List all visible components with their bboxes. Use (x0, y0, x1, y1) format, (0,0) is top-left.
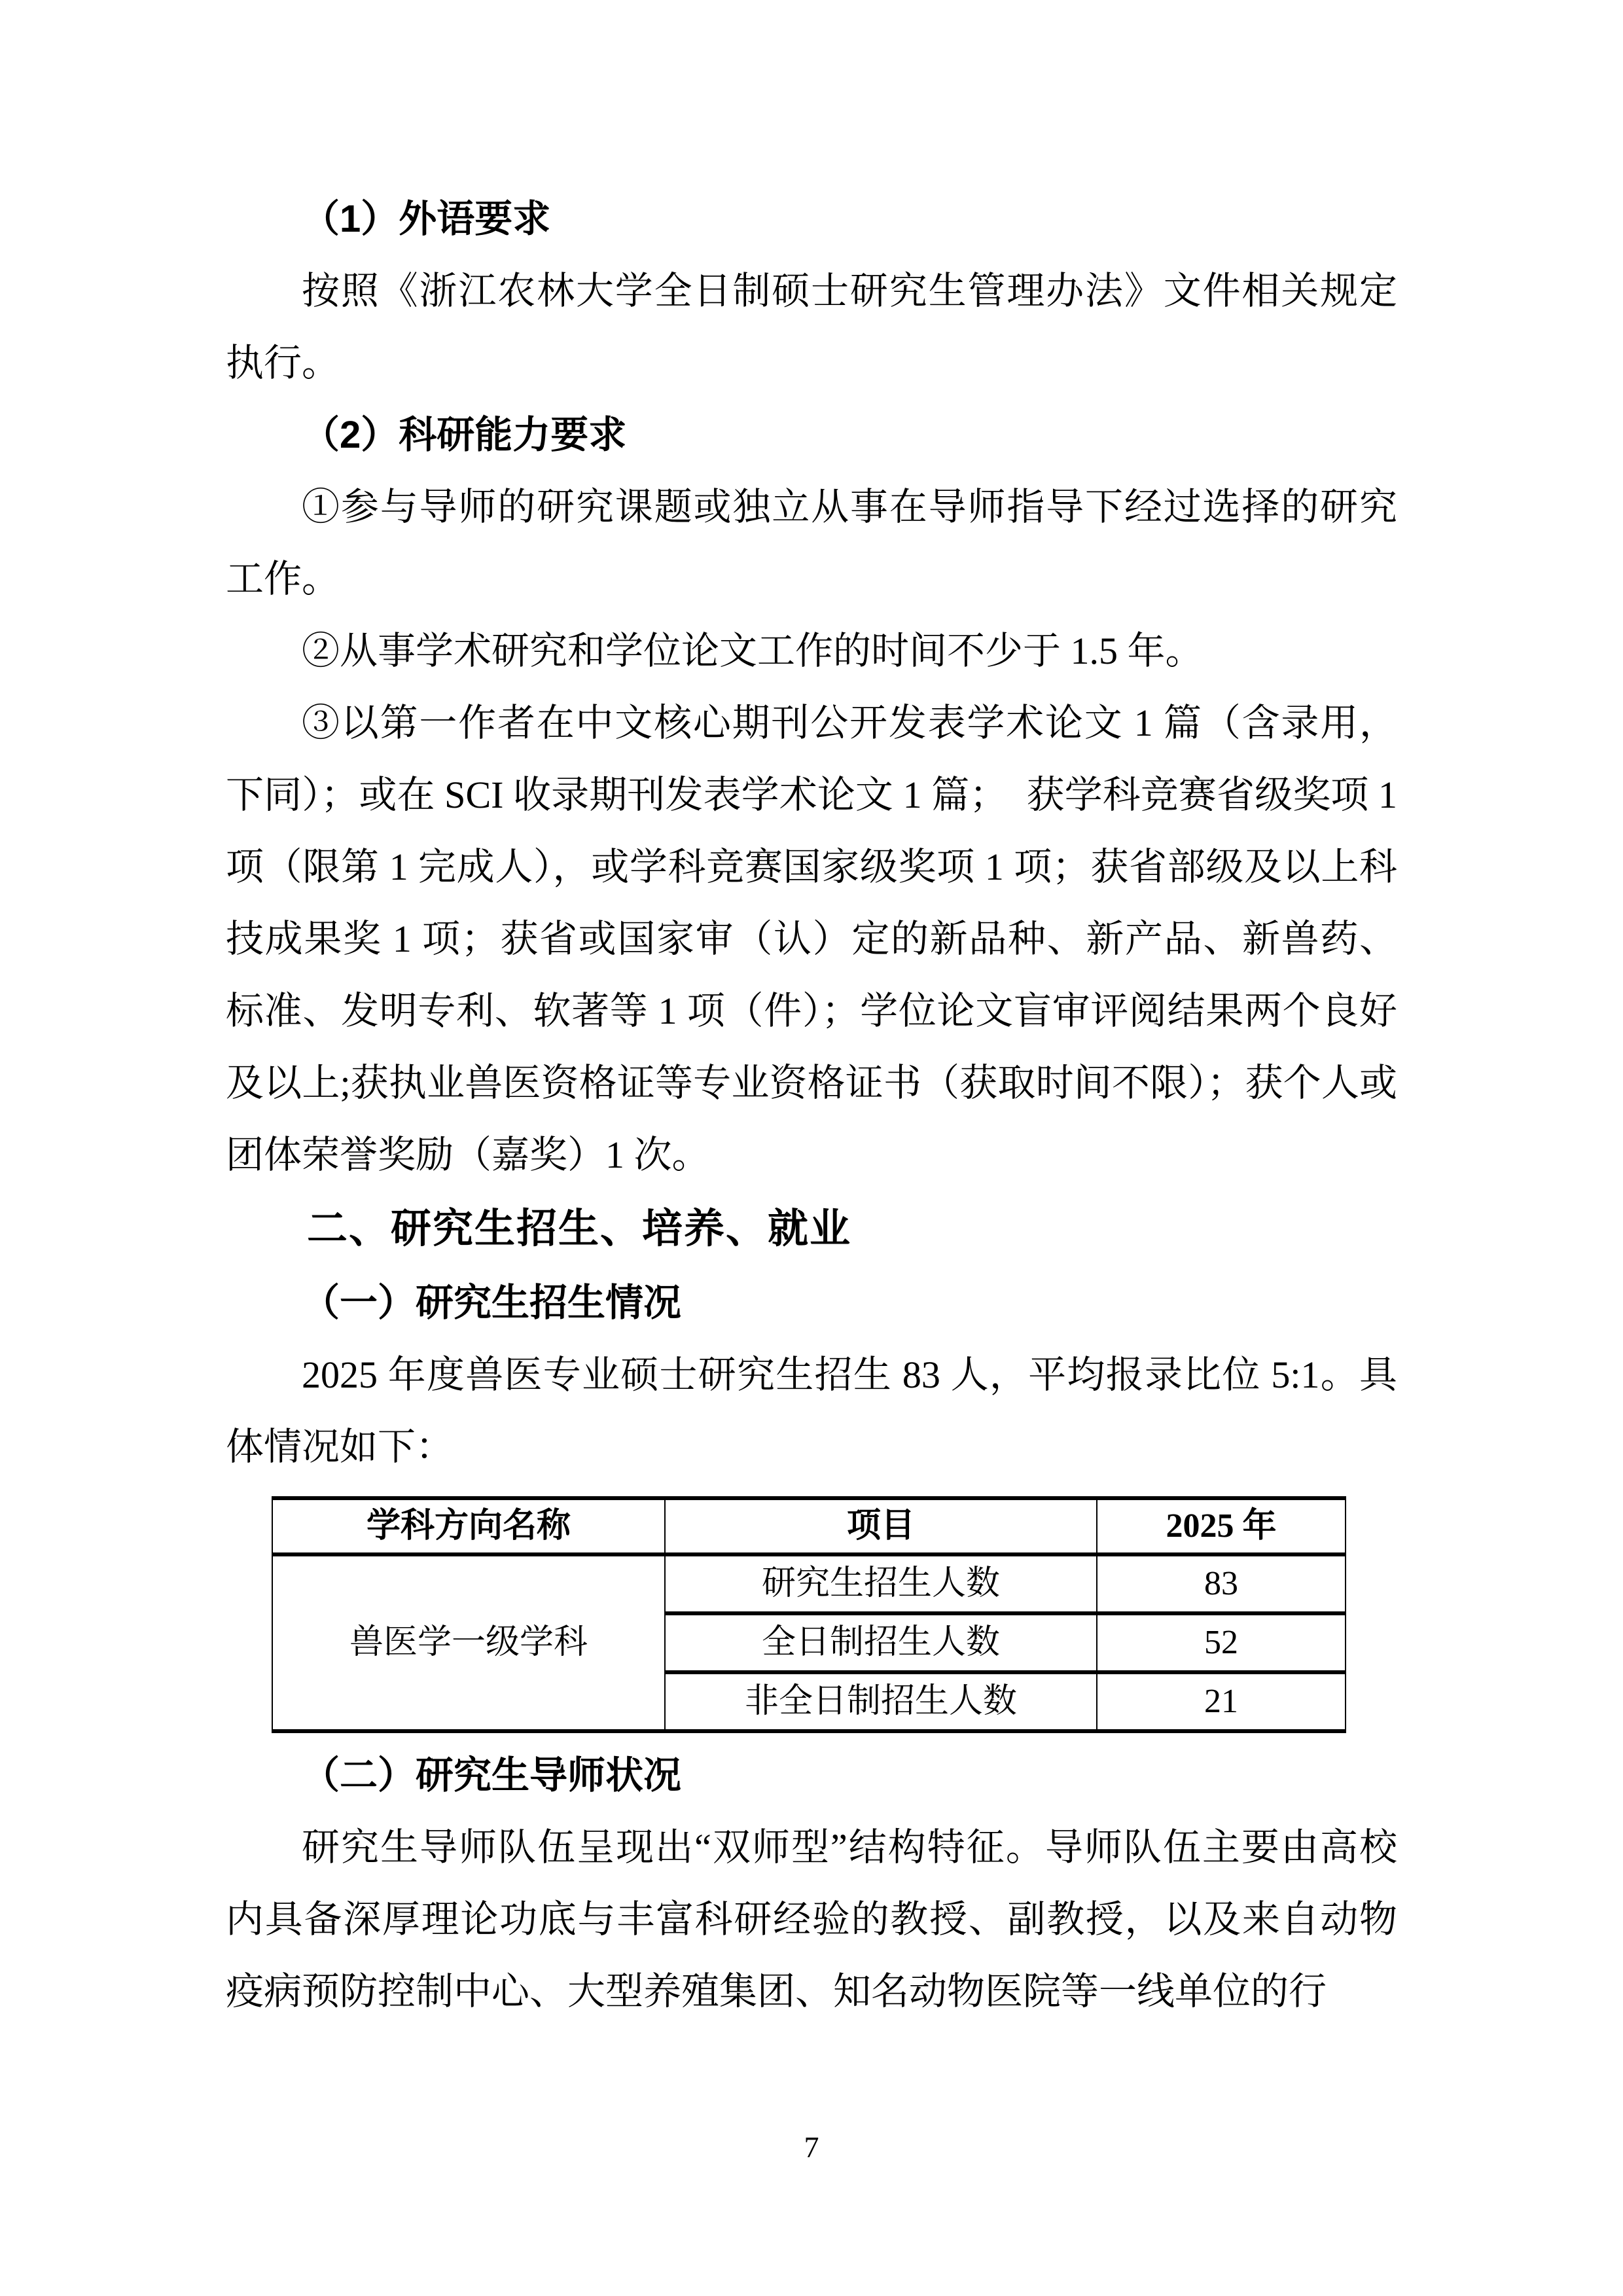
table-cell-item: 全日制招生人数 (665, 1613, 1097, 1672)
paragraph-foreign-language-policy: 按照《浙江农林大学全日制硕士研究生管理办法》文件相关规定执行。 (226, 270, 1397, 384)
heading-foreign-language-requirement: （1）外语要求 (302, 198, 551, 240)
table-header-discipline: 学科方向名称 (272, 1498, 665, 1554)
paragraph-research-item-2: ②从事学术研究和学位论文工作的时间不少于 1.5 年。 (302, 630, 1204, 672)
admission-table-body (272, 1554, 1346, 1731)
table-cell-value: 52 (1097, 1613, 1346, 1672)
paragraph-supervisor-description: 研究生导师队伍呈现出“双师型”结构特征。导师队伍主要由高校内具备深厚理论功底与丰富科研经验的教授、副教授，以及来自动物疫病预防控制中心、大型养殖集团、知名动物医院等一线单位的行 (226, 1826, 1397, 2013)
table-cell-value: 83 (1097, 1554, 1346, 1613)
admission-table (272, 1496, 1346, 1733)
heading-supervisor-situation: （二）研究生导师状况 (302, 1754, 682, 1797)
heading-section-two: 二、研究生招生、培养、就业 (307, 1206, 852, 1251)
admission-table-header (272, 1498, 1346, 1554)
heading-research-ability-requirement: （2）科研能力要求 (302, 414, 627, 456)
table-header-year: 2025 年 (1097, 1498, 1346, 1554)
table-cell-value: 21 (1097, 1672, 1346, 1731)
heading-admission-situation: （一）研究生招生情况 (302, 1282, 682, 1324)
paragraph-research-item-3: ③以第一作者在中文核心期刊公开发表学术论文 1 篇（含录用，下同）；或在 SCI 收录期刊发表学术论文 1 篇； 获学科竞赛省级奖项 1 项（限第 1 完成人），或学科竞赛国家级奖项 1 项；获省部级及以上科技成果奖 1 项；获省或国家审（认）定的新品种、新产品、新兽药、标准、发明专利、软著等 1 项（件）；学位论文盲审评阅结果两个良好及以上;获执业兽医资格证等专业资格证书（获取时间不限）；获个人或团体荣誉奖励（嘉奖）1 次。 (226, 702, 1397, 1176)
table-header-row (272, 1498, 1346, 1554)
paragraph-research-item-1: ①参与导师的研究课题或独立从事在导师指导下经过选择的研究工作。 (226, 486, 1397, 600)
page-number: 7 (804, 2130, 819, 2164)
table-cell-item: 研究生招生人数 (665, 1554, 1097, 1613)
table-row (272, 1554, 1346, 1613)
paragraph-admission-stats: 2025 年度兽医专业硕士研究生招生 83 人，平均报录比位 5:1。具体情况如下： (226, 1354, 1397, 1468)
table-header-item: 项目 (665, 1498, 1097, 1554)
table-cell-item: 非全日制招生人数 (665, 1672, 1097, 1731)
table-cell-discipline: 兽医学一级学科 (272, 1554, 665, 1731)
